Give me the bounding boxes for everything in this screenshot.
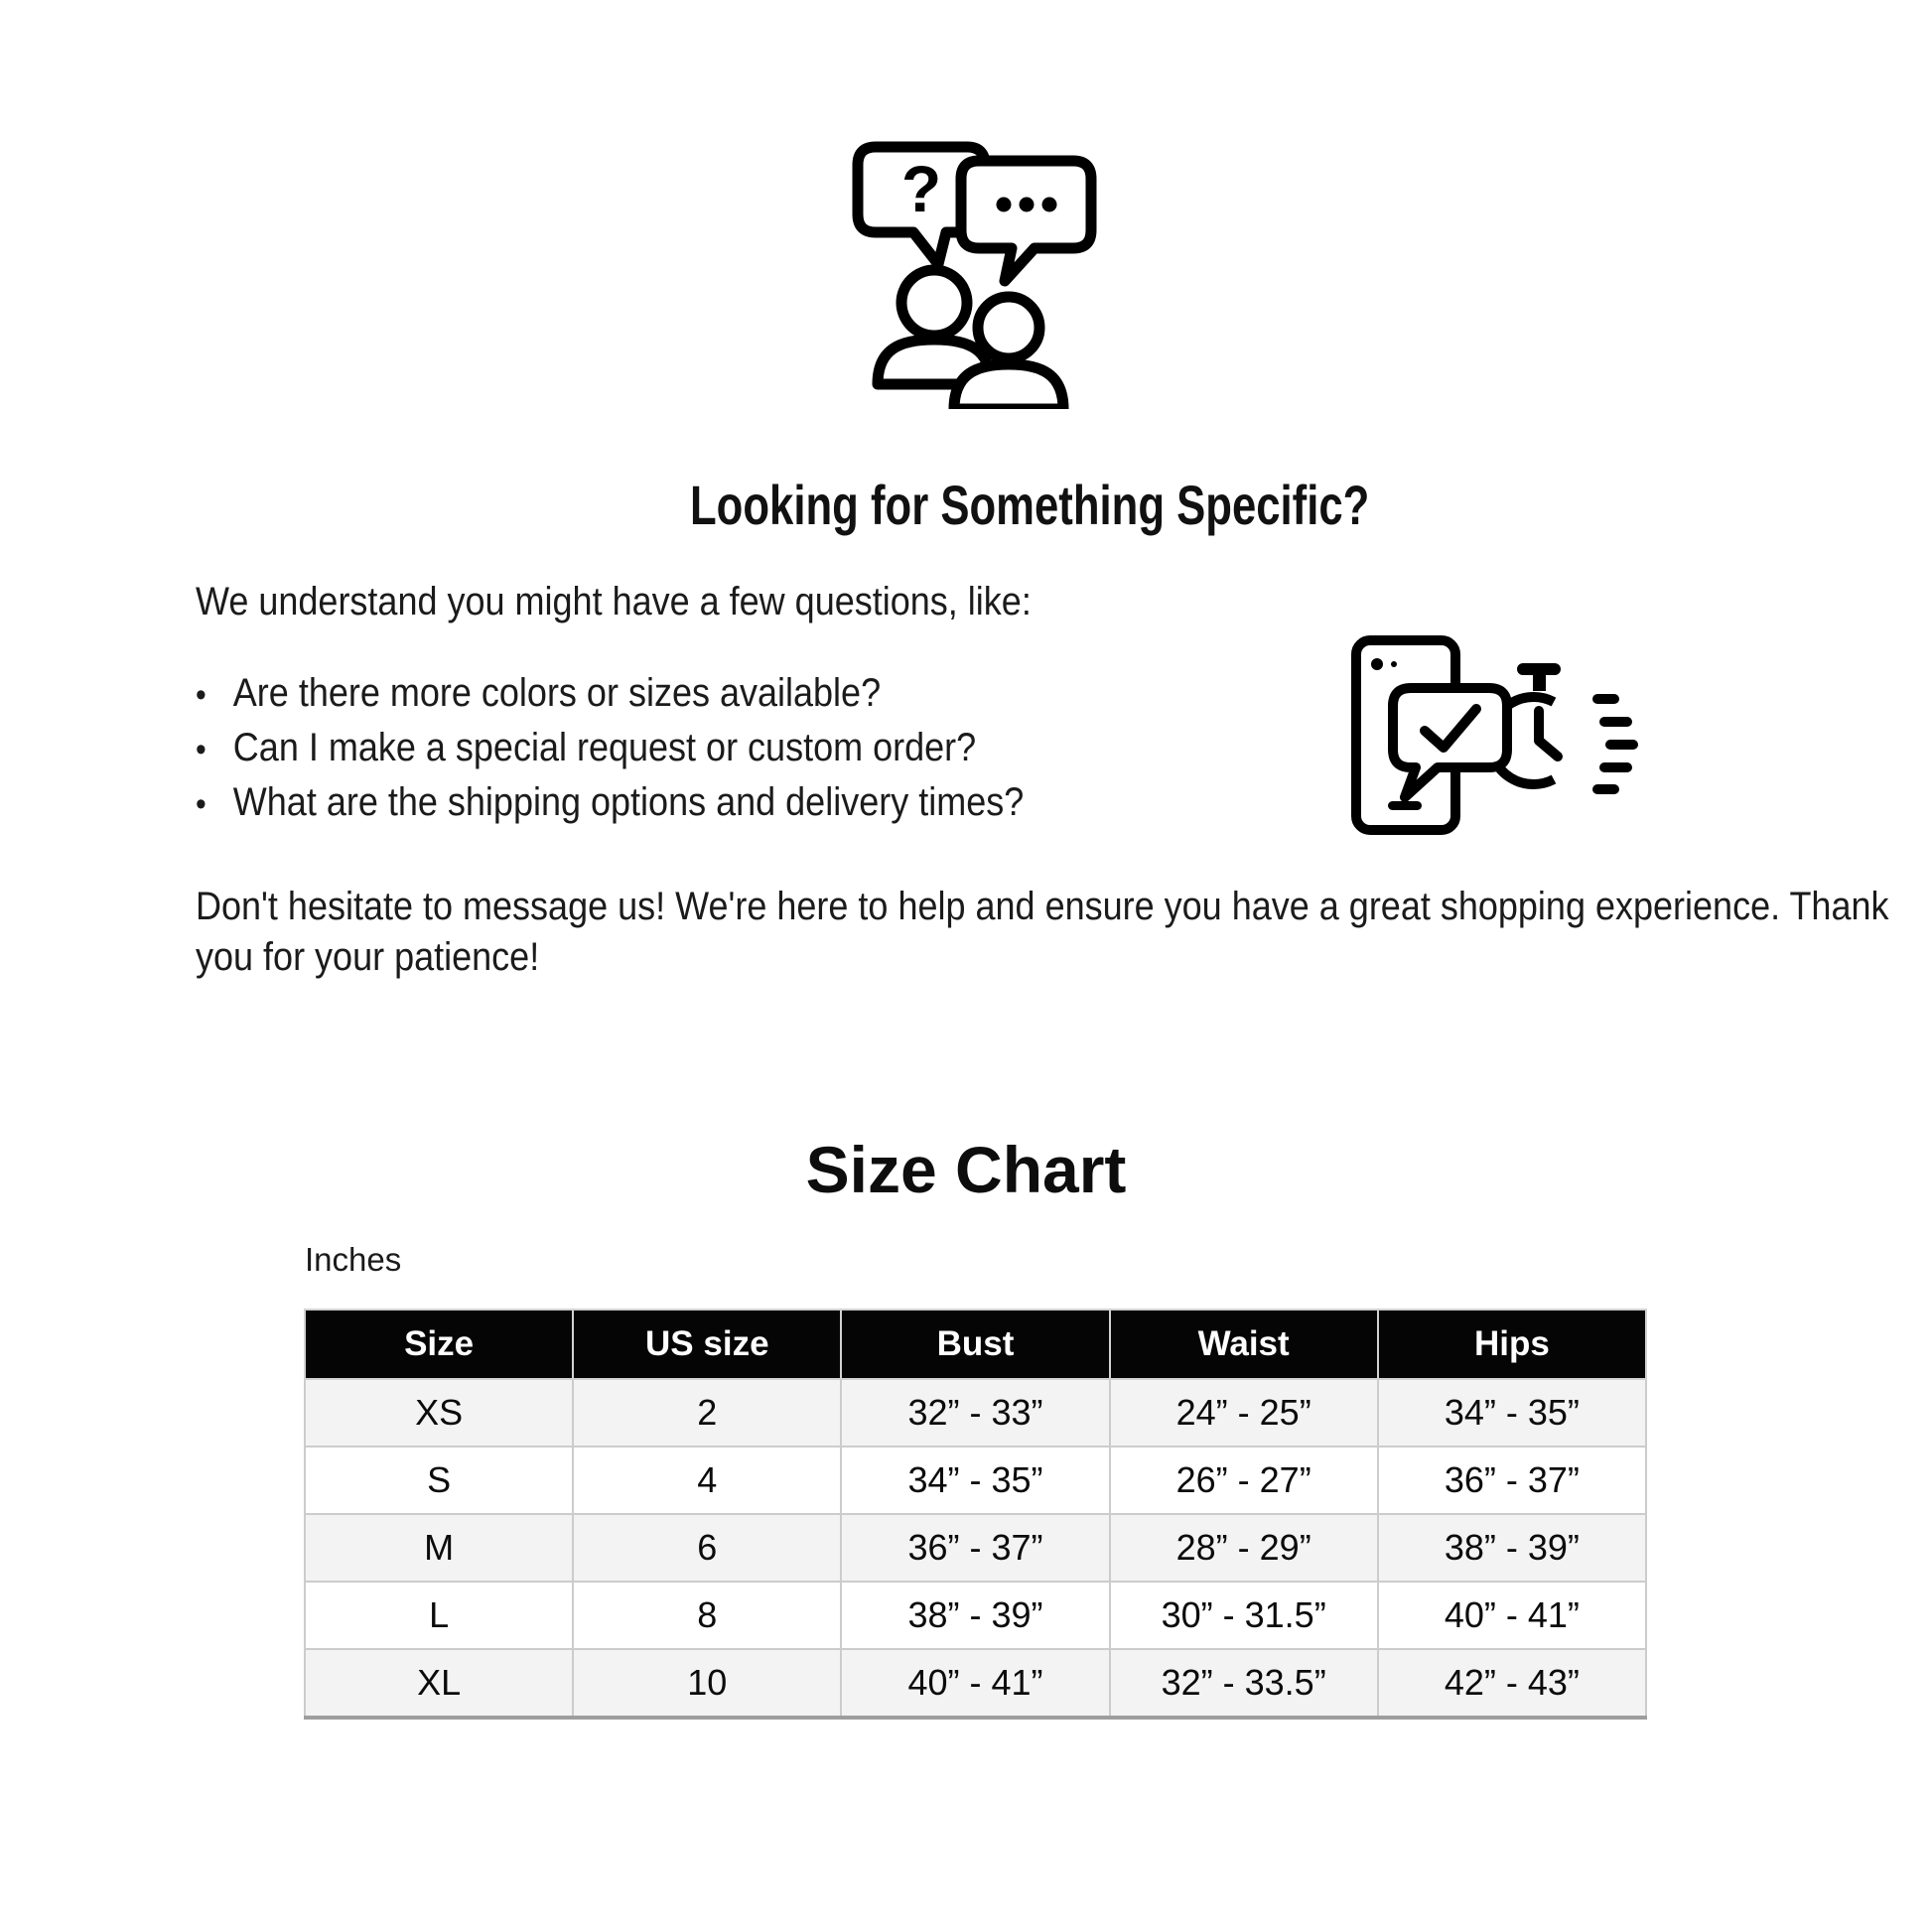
speed-lines — [1592, 694, 1638, 794]
page-title: Looking for Something Specific? — [690, 474, 1370, 536]
table-cell: 28” - 29” — [1110, 1514, 1378, 1582]
table-cell: 34” - 35” — [1378, 1379, 1646, 1447]
question-mark-glyph: ? — [900, 152, 942, 225]
table-cell: 40” - 41” — [841, 1649, 1109, 1718]
size-chart-title: Size Chart — [805, 1133, 1127, 1206]
bullet-item — [196, 776, 1024, 831]
table-cell: S — [305, 1447, 573, 1514]
table-row — [305, 1447, 1646, 1514]
table-cell: 42” - 43” — [1378, 1649, 1646, 1718]
bullet-text: Can I make a special request or custom order? — [232, 725, 977, 769]
bullet-item — [196, 722, 1024, 776]
table-row — [305, 1514, 1646, 1582]
column-header: Bust — [841, 1310, 1109, 1379]
bullet-text: What are the shipping options and delivery times? — [232, 779, 1025, 824]
bullet-marker: • — [196, 675, 207, 714]
table-row — [305, 1649, 1646, 1718]
unit-label: Inches — [305, 1241, 402, 1278]
closing-paragraph: Don't hesitate to message us! We're here to help and ensure you have a great shopping experience. Thank you for your patience! — [196, 885, 1889, 979]
typing-dots — [997, 198, 1057, 212]
phone-home-bar — [1388, 801, 1422, 810]
table-cell: 40” - 41” — [1378, 1582, 1646, 1649]
phone-camera-dot — [1371, 658, 1383, 670]
table-row — [305, 1379, 1646, 1447]
table-cell: 32” - 33” — [841, 1379, 1109, 1447]
table-row — [305, 1582, 1646, 1649]
table-cell: 10 — [573, 1649, 841, 1718]
table-cell: 2 — [573, 1379, 841, 1447]
size-table-header-row — [305, 1310, 1646, 1379]
column-header: Size — [305, 1310, 573, 1379]
table-cell: 36” - 37” — [841, 1514, 1109, 1582]
table-cell: 38” - 39” — [841, 1582, 1109, 1649]
table-cell: 26” - 27” — [1110, 1447, 1378, 1514]
table-cell: 30” - 31.5” — [1110, 1582, 1378, 1649]
table-cell: 6 — [573, 1514, 841, 1582]
faq-bullet-list — [196, 667, 1024, 831]
bullet-text: Are there more colors or sizes available? — [232, 671, 882, 715]
column-header: US size — [573, 1310, 841, 1379]
column-header: Hips — [1378, 1310, 1646, 1379]
chat-conversation-icon — [850, 139, 1098, 409]
intro-paragraph: We understand you might have a few questions, like: — [196, 580, 1032, 623]
table-cell: M — [305, 1514, 573, 1582]
table-cell: 36” - 37” — [1378, 1447, 1646, 1514]
table-cell: 8 — [573, 1582, 841, 1649]
table-cell: 34” - 35” — [841, 1447, 1109, 1514]
table-cell: 32” - 33.5” — [1110, 1649, 1378, 1718]
table-cell: 38” - 39” — [1378, 1514, 1646, 1582]
table-cell: 4 — [573, 1447, 841, 1514]
size-table-head — [305, 1310, 1646, 1379]
column-header: Waist — [1110, 1310, 1378, 1379]
size-table — [304, 1309, 1647, 1720]
table-cell: XS — [305, 1379, 573, 1447]
bullet-item — [196, 667, 1024, 722]
bullet-marker: • — [196, 730, 207, 768]
fast-reply-phone-stopwatch-icon — [1348, 633, 1638, 837]
table-cell: L — [305, 1582, 573, 1649]
bullet-marker: • — [196, 784, 207, 823]
table-cell: XL — [305, 1649, 573, 1718]
size-table-body — [305, 1379, 1646, 1718]
table-cell: 24” - 25” — [1110, 1379, 1378, 1447]
